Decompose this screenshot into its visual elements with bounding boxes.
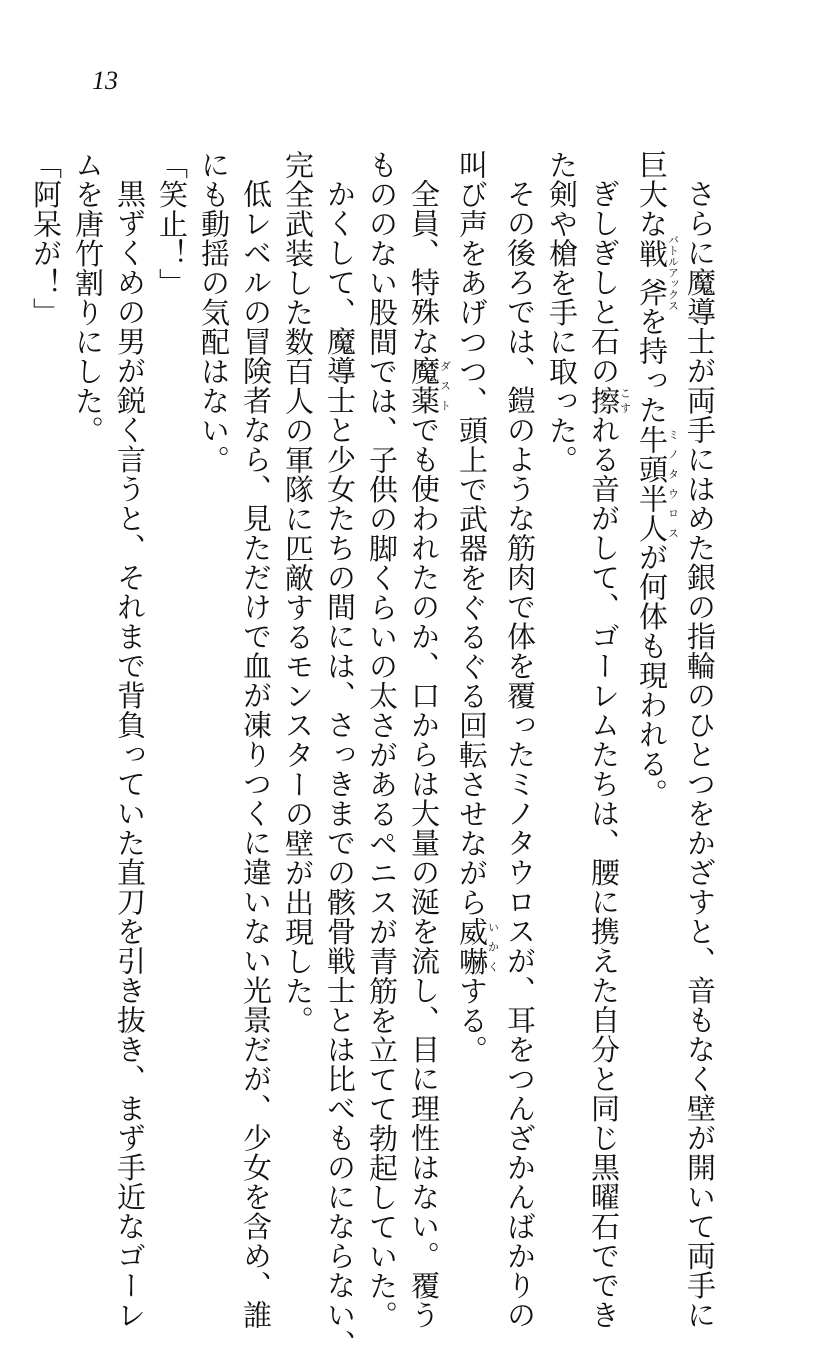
ruby-reading: バトルアックス [666, 234, 680, 311]
text-segment: 「阿呆が！」 [29, 150, 63, 327]
text-line [451, 150, 499, 1150]
text-line [319, 150, 361, 1359]
text-segment: 巨大な [635, 150, 669, 239]
ruby-base: 擦 [587, 385, 621, 415]
text-segment: を持った [635, 306, 669, 425]
text-segment: 全員、特殊な [407, 179, 441, 356]
text-line [541, 150, 583, 1150]
text-segment: でも使われたのか、口からは大量の涎を流し、目に理性はない。覆う [407, 415, 441, 1330]
text-line [235, 150, 277, 1330]
ruby-base: 戦斧 [635, 234, 669, 311]
text-segment: ぎしぎしと石の [587, 179, 621, 386]
text-segment: する。 [455, 976, 489, 1065]
ruby-base: 威嚇 [455, 917, 489, 976]
ruby-base: 牛頭半人 [635, 424, 669, 543]
text-line [361, 150, 403, 1330]
text-segment: 完全武装した数百人の軍隊に匹敵するモンスターの壁が出現した。 [281, 150, 315, 1035]
text-line [25, 150, 67, 1150]
text-segment: 叫び声をあげつつ、頭上で武器をぐるぐる回転させながら [455, 150, 489, 917]
text-segment: 黒ずくめの男が鋭く言うと、それまで背負っていた直刀を引き抜き、まず手近なゴーレ [113, 179, 147, 1330]
text-line [109, 150, 151, 1330]
text-segment: れる音がして、ゴーレムたちは、腰に携えた自分と同じ黒曜石ででき [587, 415, 621, 1330]
ruby-annotation [455, 917, 500, 976]
text-line [583, 150, 632, 1330]
text-line [67, 150, 109, 1150]
text-line [499, 150, 541, 1330]
text-segment: た剣や槍を手に取った。 [545, 150, 579, 475]
ruby-base: 魔薬 [407, 356, 441, 415]
ruby-reading: こす [618, 385, 632, 415]
vertical-text-body [25, 150, 721, 1359]
text-line [151, 150, 193, 1150]
text-segment: 「笑止！」 [155, 150, 189, 298]
ruby-reading: ダスト [438, 356, 452, 415]
text-segment: ムを唐竹割りにした。 [71, 150, 105, 445]
text-line [403, 150, 452, 1330]
text-line [679, 150, 721, 1330]
ruby-annotation [635, 234, 680, 311]
page-number: 13 [92, 66, 118, 95]
ruby-annotation [635, 424, 680, 543]
text-segment: 低レベルの冒険者なら、見ただけで血が凍りつくに違いない光景だが、少女を含め、誰 [239, 179, 273, 1330]
ruby-reading: ミノタウロス [666, 424, 680, 543]
text-segment: その後ろでは、鎧のような筋肉で体を覆ったミノタウロスが、耳をつんざかんばかりの [503, 179, 537, 1330]
text-segment: が何体も現われる。 [635, 542, 669, 808]
text-line [277, 150, 319, 1150]
text-segment: さらに魔導士が両手にはめた銀の指輪のひとつをかざすと、音もなく壁が開いて両手に [683, 179, 717, 1330]
ruby-reading: いかく [486, 917, 500, 976]
text-segment: にも動揺の気配はない。 [197, 150, 231, 475]
text-segment: もののない股間では、子供の脚くらいの太さがあるペニスが青筋を立てて勃起していた。 [365, 150, 399, 1330]
text-line [193, 150, 235, 1150]
text-line [631, 150, 679, 1150]
ruby-annotation [587, 385, 632, 416]
ruby-annotation [407, 356, 452, 415]
text-segment: かくして、魔導士と少女たちの間には、さっきまでの骸骨戦士とは比べものにならない、 [323, 179, 357, 1359]
